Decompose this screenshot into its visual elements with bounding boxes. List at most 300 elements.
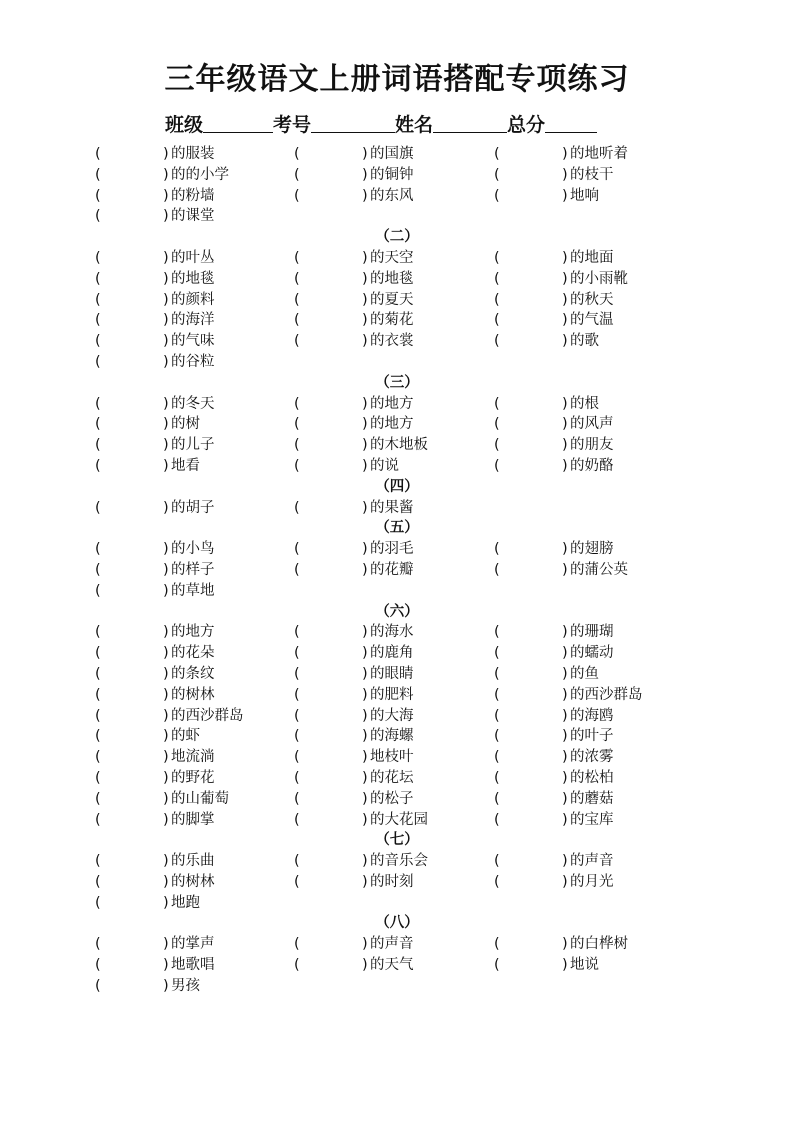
answer-blank-open[interactable]: ( — [95, 541, 101, 558]
answer-blank-close: ) — [562, 249, 568, 266]
exercise-row — [0, 290, 794, 311]
answer-blank-open[interactable]: ( — [95, 624, 101, 641]
word-text: 的菊花 — [370, 312, 414, 329]
word-text: 的地毯 — [370, 270, 414, 287]
answer-blank-close: ) — [163, 853, 169, 870]
answer-blank-close: ) — [562, 312, 568, 329]
answer-blank-open[interactable]: ( — [494, 790, 500, 807]
answer-blank-close: ) — [562, 936, 568, 953]
answer-blank-open[interactable]: ( — [95, 249, 101, 266]
section-heading: （七） — [375, 832, 419, 849]
answer-blank-open[interactable]: ( — [494, 333, 500, 350]
answer-blank-open[interactable]: ( — [294, 853, 300, 870]
answer-blank-open[interactable]: ( — [95, 312, 101, 329]
section-heading: （六） — [375, 603, 419, 620]
exercise-row — [0, 768, 794, 789]
answer-blank-open[interactable]: ( — [95, 749, 101, 766]
answer-blank-open[interactable]: ( — [294, 645, 300, 662]
exercise-row — [0, 435, 794, 456]
answer-blank-open[interactable]: ( — [95, 686, 101, 703]
exercise-row — [0, 643, 794, 664]
answer-blank-close: ) — [562, 437, 568, 454]
exercise-row — [0, 706, 794, 727]
answer-blank-open[interactable]: ( — [95, 333, 101, 350]
answer-blank-open[interactable]: ( — [294, 873, 300, 890]
answer-blank-open[interactable]: ( — [494, 853, 500, 870]
answer-blank-close: ) — [562, 749, 568, 766]
answer-blank-close: ) — [163, 769, 169, 786]
answer-blank-close: ) — [562, 811, 568, 828]
word-text: 的儿子 — [171, 437, 215, 454]
answer-blank-open[interactable]: ( — [294, 561, 300, 578]
answer-blank-open[interactable]: ( — [294, 541, 300, 558]
answer-blank-close: ) — [362, 416, 368, 433]
answer-blank-close: ) — [362, 249, 368, 266]
answer-blank-open[interactable]: ( — [494, 624, 500, 641]
field-label: 总分 — [507, 114, 546, 136]
answer-blank-open[interactable]: ( — [294, 416, 300, 433]
exercise-row — [0, 206, 794, 227]
word-text: 的树林 — [171, 873, 215, 890]
answer-blank-open[interactable]: ( — [294, 624, 300, 641]
answer-blank-open[interactable]: ( — [294, 249, 300, 266]
exercise-row — [0, 310, 794, 331]
answer-blank-close: ) — [362, 645, 368, 662]
answer-blank-open[interactable]: ( — [294, 395, 300, 412]
answer-blank-open[interactable]: ( — [494, 811, 500, 828]
field-label: 班级 — [165, 114, 204, 136]
word-text: 的奶酪 — [570, 457, 614, 474]
answer-blank-open[interactable]: ( — [294, 811, 300, 828]
exercise-row — [0, 539, 794, 560]
word-text: 男孩 — [171, 977, 200, 994]
answer-blank-open[interactable]: ( — [494, 665, 500, 682]
word-text: 的花瓣 — [370, 561, 414, 578]
page-title: 三年级语文上册词语搭配专项练习 — [164, 62, 630, 97]
word-text: 的谷粒 — [171, 353, 215, 370]
answer-blank-close: ) — [163, 645, 169, 662]
answer-blank-close: ) — [362, 395, 368, 412]
answer-blank-close: ) — [163, 936, 169, 953]
answer-blank-open[interactable]: ( — [294, 146, 300, 162]
answer-blank-open[interactable]: ( — [95, 811, 101, 828]
exercise-row — [0, 560, 794, 581]
answer-blank-close: ) — [163, 353, 169, 370]
word-text: 的山葡萄 — [171, 790, 229, 807]
word-text: 的小雨靴 — [570, 270, 628, 287]
exercise-row — [0, 248, 794, 269]
answer-blank-close: ) — [163, 686, 169, 703]
answer-blank-open[interactable]: ( — [494, 437, 500, 454]
exercise-row — [0, 414, 794, 435]
word-text: 的果酱 — [370, 499, 414, 516]
answer-blank-open[interactable]: ( — [494, 457, 500, 474]
answer-blank-close: ) — [362, 312, 368, 329]
answer-blank-open[interactable]: ( — [294, 187, 300, 204]
answer-blank-close: ) — [163, 582, 169, 599]
answer-blank-open[interactable]: ( — [95, 790, 101, 807]
answer-blank-close: ) — [163, 333, 169, 350]
answer-blank-close: ) — [362, 853, 368, 870]
answer-blank-close: ) — [163, 977, 169, 994]
word-text: 的夏天 — [370, 291, 414, 308]
answer-blank-open[interactable]: ( — [294, 728, 300, 745]
answer-blank-close: ) — [163, 790, 169, 807]
answer-blank-close: ) — [362, 146, 368, 162]
answer-blank-close: ) — [362, 728, 368, 745]
answer-blank-close: ) — [562, 645, 568, 662]
answer-blank-close: ) — [562, 561, 568, 578]
fill-in-blank-2[interactable] — [433, 112, 507, 133]
answer-blank-open[interactable]: ( — [95, 166, 101, 183]
answer-blank-open[interactable]: ( — [494, 395, 500, 412]
answer-blank-open[interactable]: ( — [494, 769, 500, 786]
word-text: 的浓雾 — [570, 749, 614, 766]
word-text: 的月光 — [570, 873, 614, 890]
word-text: 的叶丛 — [171, 249, 215, 266]
word-text: 的国旗 — [370, 146, 414, 162]
answer-blank-close: ) — [562, 270, 568, 287]
answer-blank-close: ) — [362, 561, 368, 578]
answer-blank-close: ) — [362, 790, 368, 807]
section-heading: （五） — [375, 520, 419, 537]
answer-blank-close: ) — [362, 686, 368, 703]
word-text: 的冬天 — [171, 395, 215, 412]
exercise-row — [0, 394, 794, 415]
answer-blank-open[interactable]: ( — [294, 291, 300, 308]
word-text: 的枝干 — [570, 166, 614, 183]
answer-blank-open[interactable]: ( — [95, 457, 101, 474]
answer-blank-open[interactable]: ( — [494, 312, 500, 329]
word-text: 地跑 — [171, 894, 200, 911]
answer-blank-open[interactable]: ( — [95, 416, 101, 433]
answer-blank-open[interactable]: ( — [95, 645, 101, 662]
word-text: 的海鸥 — [570, 707, 614, 724]
answer-blank-close: ) — [562, 457, 568, 474]
answer-blank-close: ) — [562, 541, 568, 558]
answer-blank-open[interactable]: ( — [95, 146, 101, 162]
word-text: 的肥料 — [370, 686, 414, 703]
word-text: 的草地 — [171, 582, 215, 599]
word-text: 的样子 — [171, 561, 215, 578]
word-text: 的时刻 — [370, 873, 414, 890]
answer-blank-open[interactable]: ( — [95, 437, 101, 454]
answer-blank-open[interactable]: ( — [294, 769, 300, 786]
answer-blank-open[interactable]: ( — [95, 187, 101, 204]
exercise-row — [0, 851, 794, 872]
word-text: 的地面 — [570, 249, 614, 266]
answer-blank-close: ) — [163, 291, 169, 308]
word-text: 的西沙群岛 — [171, 707, 244, 724]
word-text: 的东风 — [370, 187, 414, 204]
answer-blank-open[interactable]: ( — [95, 291, 101, 308]
word-text: 的地毯 — [171, 270, 215, 287]
answer-blank-close: ) — [163, 395, 169, 412]
exercise-row — [0, 893, 794, 914]
answer-blank-open[interactable]: ( — [294, 312, 300, 329]
answer-blank-open[interactable]: ( — [494, 645, 500, 662]
answer-blank-close: ) — [163, 208, 169, 225]
word-text: 的的小学 — [171, 166, 229, 183]
word-text: 的粉墙 — [171, 187, 215, 204]
word-text: 的木地板 — [370, 437, 428, 454]
exercise-row — [0, 934, 794, 955]
word-text: 的羽毛 — [370, 541, 414, 558]
answer-blank-close: ) — [562, 166, 568, 183]
answer-blank-open[interactable]: ( — [95, 894, 101, 911]
answer-blank-close: ) — [362, 541, 368, 558]
section-heading: （四） — [375, 478, 419, 495]
section-heading: （二） — [375, 229, 419, 246]
exercise-row — [0, 685, 794, 706]
word-text: 的虾 — [171, 728, 200, 745]
word-text: 的颜料 — [171, 291, 215, 308]
answer-blank-close: ) — [562, 333, 568, 350]
answer-blank-open[interactable]: ( — [294, 333, 300, 350]
word-text: 的西沙群岛 — [570, 686, 643, 703]
exercise-row — [0, 498, 794, 519]
answer-blank-open[interactable]: ( — [294, 936, 300, 953]
answer-blank-close: ) — [163, 728, 169, 745]
word-text: 的花坛 — [370, 769, 414, 786]
fill-in-blank-0[interactable] — [203, 112, 273, 133]
answer-blank-close: ) — [562, 146, 568, 162]
answer-blank-close: ) — [362, 499, 368, 516]
answer-blank-close: ) — [163, 541, 169, 558]
word-text: 的大花园 — [370, 811, 428, 828]
word-text: 的野花 — [171, 769, 215, 786]
word-text: 的音乐会 — [370, 853, 428, 870]
exercise-row — [0, 955, 794, 976]
word-text: 的松子 — [370, 790, 414, 807]
exercise-row — [0, 269, 794, 290]
answer-blank-close: ) — [562, 624, 568, 641]
word-text: 的乐曲 — [171, 853, 215, 870]
answer-blank-open[interactable]: ( — [95, 853, 101, 870]
word-text: 的地方 — [171, 624, 215, 641]
word-text: 的叶子 — [570, 728, 614, 745]
word-text: 的铜钟 — [370, 166, 414, 183]
answer-blank-close: ) — [163, 811, 169, 828]
exercise-row — [0, 186, 794, 207]
word-text: 的说 — [370, 457, 399, 474]
exercise-row — [0, 581, 794, 602]
answer-blank-open[interactable]: ( — [95, 499, 101, 516]
answer-blank-open[interactable]: ( — [95, 936, 101, 953]
word-text: 的翅膀 — [570, 541, 614, 558]
word-text: 的掌声 — [171, 936, 215, 953]
answer-blank-open[interactable]: ( — [494, 291, 500, 308]
answer-blank-open[interactable]: ( — [294, 457, 300, 474]
answer-blank-close: ) — [362, 707, 368, 724]
answer-blank-open[interactable]: ( — [294, 790, 300, 807]
word-text: 的小鸟 — [171, 541, 215, 558]
word-text: 的眼睛 — [370, 665, 414, 682]
answer-blank-open[interactable]: ( — [494, 249, 500, 266]
word-text: 地说 — [570, 957, 599, 974]
word-text: 的树 — [171, 416, 200, 433]
answer-blank-close: ) — [362, 291, 368, 308]
answer-blank-open[interactable]: ( — [294, 270, 300, 287]
word-text: 的脚掌 — [171, 811, 215, 828]
answer-blank-close: ) — [562, 187, 568, 204]
answer-blank-open[interactable]: ( — [494, 416, 500, 433]
word-text: 地响 — [570, 187, 599, 204]
answer-blank-open[interactable]: ( — [95, 270, 101, 287]
answer-blank-close: ) — [562, 291, 568, 308]
answer-blank-open[interactable]: ( — [294, 437, 300, 454]
answer-blank-close: ) — [163, 561, 169, 578]
answer-blank-close: ) — [562, 395, 568, 412]
word-text: 的地方 — [370, 416, 414, 433]
exercise-row — [0, 747, 794, 768]
word-text: 的树林 — [171, 686, 215, 703]
word-text: 的风声 — [570, 416, 614, 433]
field-label: 考号 — [273, 114, 312, 136]
answer-blank-open[interactable]: ( — [494, 146, 500, 162]
exercise-row — [0, 976, 794, 997]
answer-blank-open[interactable]: ( — [494, 270, 500, 287]
answer-blank-close: ) — [362, 811, 368, 828]
answer-blank-close: ) — [562, 728, 568, 745]
answer-blank-close: ) — [163, 166, 169, 183]
word-text: 的鹿角 — [370, 645, 414, 662]
answer-blank-close: ) — [362, 665, 368, 682]
answer-blank-close: ) — [362, 437, 368, 454]
exercise-row — [0, 872, 794, 893]
word-text: 的松柏 — [570, 769, 614, 786]
answer-blank-open[interactable]: ( — [95, 395, 101, 412]
word-text: 的鱼 — [570, 665, 599, 682]
word-text: 的白桦树 — [570, 936, 628, 953]
answer-blank-open[interactable]: ( — [95, 582, 101, 599]
answer-blank-open[interactable]: ( — [95, 353, 101, 370]
answer-blank-close: ) — [163, 499, 169, 516]
answer-blank-close: ) — [163, 749, 169, 766]
answer-blank-open[interactable]: ( — [95, 707, 101, 724]
answer-blank-open[interactable]: ( — [95, 561, 101, 578]
answer-blank-close: ) — [562, 957, 568, 974]
word-text: 的蠕动 — [570, 645, 614, 662]
answer-blank-open[interactable]: ( — [95, 977, 101, 994]
word-text: 的歌 — [570, 333, 599, 350]
answer-blank-close: ) — [362, 457, 368, 474]
answer-blank-close: ) — [163, 957, 169, 974]
answer-blank-close: ) — [362, 270, 368, 287]
answer-blank-close: ) — [362, 166, 368, 183]
answer-blank-close: ) — [163, 187, 169, 204]
exercise-row — [0, 622, 794, 643]
answer-blank-close: ) — [562, 707, 568, 724]
word-text: 地枝叶 — [370, 749, 414, 766]
exercise-row — [0, 331, 794, 352]
answer-blank-open[interactable]: ( — [95, 769, 101, 786]
answer-blank-open[interactable]: ( — [494, 707, 500, 724]
answer-blank-open[interactable]: ( — [95, 873, 101, 890]
word-text: 地歌唱 — [171, 957, 215, 974]
word-text: 的地方 — [370, 395, 414, 412]
answer-blank-close: ) — [362, 769, 368, 786]
answer-blank-open[interactable]: ( — [494, 728, 500, 745]
word-text: 的蒲公英 — [570, 561, 628, 578]
answer-blank-open[interactable]: ( — [494, 936, 500, 953]
answer-blank-open[interactable]: ( — [494, 686, 500, 703]
word-text: 的地听着 — [570, 146, 628, 162]
answer-blank-open[interactable]: ( — [95, 208, 101, 225]
word-text: 的宝库 — [570, 811, 614, 828]
answer-blank-open[interactable]: ( — [294, 957, 300, 974]
fill-in-blank-1[interactable] — [311, 112, 395, 133]
answer-blank-close: ) — [163, 707, 169, 724]
answer-blank-close: ) — [362, 957, 368, 974]
word-text: 的花朵 — [171, 645, 215, 662]
answer-blank-close: ) — [362, 187, 368, 204]
word-text: 的根 — [570, 395, 599, 412]
answer-blank-open[interactable]: ( — [95, 665, 101, 682]
answer-blank-close: ) — [163, 270, 169, 287]
answer-blank-close: ) — [562, 853, 568, 870]
answer-blank-open[interactable]: ( — [494, 187, 500, 204]
word-text: 的声音 — [370, 936, 414, 953]
answer-blank-open[interactable]: ( — [95, 957, 101, 974]
answer-blank-close: ) — [362, 749, 368, 766]
word-text: 的珊瑚 — [570, 624, 614, 641]
word-text: 的天气 — [370, 957, 414, 974]
word-text: 的胡子 — [171, 499, 215, 516]
answer-blank-close: ) — [562, 416, 568, 433]
answer-blank-close: ) — [562, 665, 568, 682]
answer-blank-open[interactable]: ( — [494, 957, 500, 974]
answer-blank-close: ) — [362, 333, 368, 350]
exercise-row — [0, 456, 794, 477]
answer-blank-close: ) — [562, 790, 568, 807]
answer-blank-open[interactable]: ( — [494, 749, 500, 766]
answer-blank-open[interactable]: ( — [95, 728, 101, 745]
answer-blank-close: ) — [163, 146, 169, 162]
answer-blank-close: ) — [362, 624, 368, 641]
word-text: 的条纹 — [171, 665, 215, 682]
answer-blank-open[interactable]: ( — [294, 166, 300, 183]
answer-blank-open[interactable]: ( — [294, 665, 300, 682]
word-text: 的声音 — [570, 853, 614, 870]
student-info-line — [165, 112, 597, 138]
word-text: 的蘑菇 — [570, 790, 614, 807]
answer-blank-close: ) — [562, 686, 568, 703]
answer-blank-close: ) — [163, 665, 169, 682]
word-text: 的服装 — [171, 146, 215, 162]
word-text: 的朋友 — [570, 437, 614, 454]
fill-in-blank-3[interactable] — [545, 112, 597, 133]
exercise-row — [0, 165, 794, 186]
answer-blank-open[interactable]: ( — [494, 166, 500, 183]
answer-blank-open[interactable]: ( — [494, 541, 500, 558]
word-text: 的大海 — [370, 707, 414, 724]
word-text: 的衣裳 — [370, 333, 414, 350]
answer-blank-open[interactable]: ( — [294, 707, 300, 724]
answer-blank-open[interactable]: ( — [294, 499, 300, 516]
exercise-row — [0, 144, 794, 165]
word-text: 的天空 — [370, 249, 414, 266]
exercise-row — [0, 810, 794, 831]
field-label: 姓名 — [395, 114, 434, 136]
word-text: 的课堂 — [171, 208, 215, 225]
answer-blank-open[interactable]: ( — [294, 686, 300, 703]
answer-blank-close: ) — [362, 873, 368, 890]
answer-blank-close: ) — [163, 624, 169, 641]
answer-blank-open[interactable]: ( — [294, 749, 300, 766]
answer-blank-open[interactable]: ( — [494, 873, 500, 890]
answer-blank-open[interactable]: ( — [494, 561, 500, 578]
